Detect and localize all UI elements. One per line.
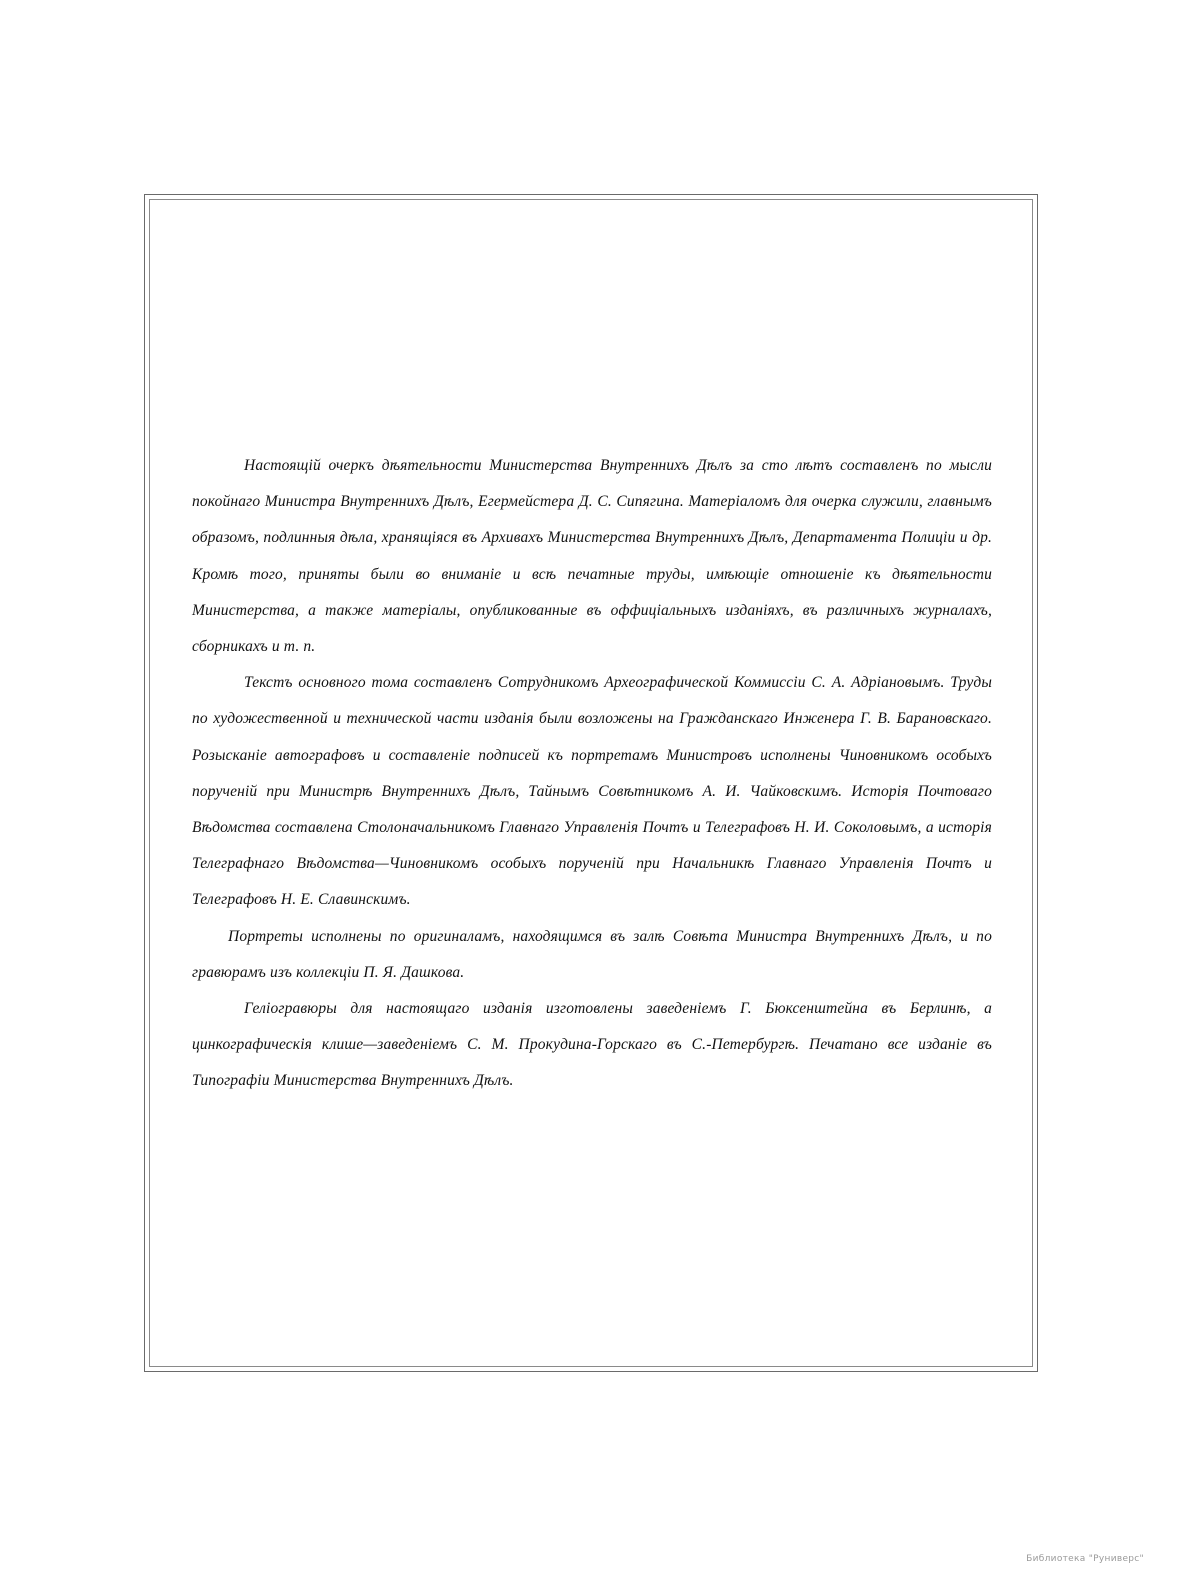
paragraph-authorship: Настоящій очеркъ дѣятельности Министерства Внутреннихъ Дѣлъ за сто лѣтъ составленъ по мысли покойнаго Министра Внутреннихъ Дѣлъ, Егермейстера Д. С. Сипягина. Матеріаломъ для очерка служили, главнымъ образомъ, подлинныя дѣла, хранящіяся въ Архивахъ Министерства Внутреннихъ Дѣлъ, Департамента Полиціи и др. Кромѣ того, приняты были во вниманіе и всѣ печатные труды, имѣющіе отношеніе къ дѣятельности Министерства, а также матеріалы, опубликованные въ оффиціальныхъ изданіяхъ, въ различныхъ журналахъ, сборникахъ и т. п. — [192, 457, 992, 656]
library-watermark: Библиотека "Руниверс" — [1026, 1554, 1144, 1564]
paragraph-portraits: Портреты исполнены по оригиналамъ, находящимся въ залѣ Совѣта Министра Внутреннихъ Дѣлъ, и по гравюрамъ изъ коллекціи П. Я. Дашкова. — [192, 927, 992, 981]
document-body — [192, 448, 992, 1100]
paragraph-contributors: Текстъ основного тома составленъ Сотрудникомъ Археографической Коммиссіи С. А. Адріановымъ. Труды по художественной и технической части изданія были возложены на Гражданскаго Инженера Г. В. Барановскаго. Розысканіе автографовъ и составленіе подписей къ портретамъ Министровъ исполнены Чиновникомъ особыхъ порученій при Министрѣ Внутреннихъ Дѣлъ, Тайнымъ Совѣтникомъ А. И. Чайковскимъ. Исторія Почтоваго Вѣдомства составлена Столоначальникомъ Главнаго Управленія Почтъ и Телеграфовъ Н. И. Соколовымъ, а исторія Телеграфнаго Вѣдомства—Чиновникомъ особыхъ порученій при Начальникѣ Главнаго Управленія Почтъ и Телеграфовъ Н. Е. Славинскимъ. — [192, 674, 992, 909]
paragraph-printing: Геліогравюры для настоящаго изданія изготовлены заведеніемъ Г. Бюксенштейна въ Берлинѣ, а цинкографическія клише—заведеніемъ С. М. Прокудина-Горскаго въ С.-Петербургѣ. Печатано все изданіе въ Типографіи Министерства Внутреннихъ Дѣлъ. — [192, 1000, 992, 1090]
